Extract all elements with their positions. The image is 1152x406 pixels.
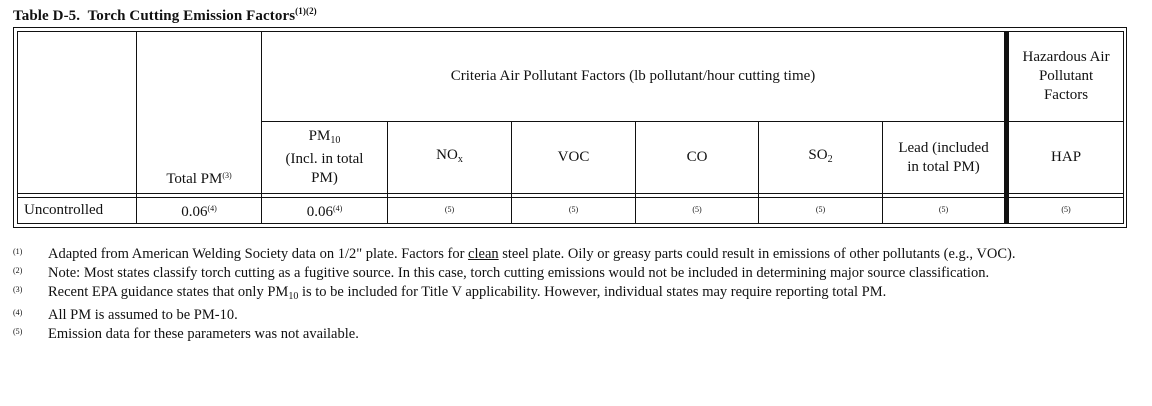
cell-pm10 xyxy=(262,198,388,224)
cell-nox xyxy=(388,198,512,224)
pm10-header xyxy=(262,122,388,194)
co-header xyxy=(636,122,759,194)
footnote-3-text xyxy=(48,283,1133,306)
so2-header-sub: 2 xyxy=(827,154,833,165)
footnote-5-text: Emission data for these parameters was not available. xyxy=(48,326,359,342)
footnote-1-text xyxy=(48,245,1133,264)
voc-header-text: VOC xyxy=(557,149,590,165)
cell-hap xyxy=(1007,198,1124,224)
cell-lead xyxy=(883,198,1007,224)
footnotes xyxy=(13,245,1133,344)
cell-pm10-value: 0.06 xyxy=(306,204,333,220)
footnote-2 xyxy=(13,264,1133,283)
footnote-1-mark: (1) xyxy=(13,247,23,256)
cell-total-pm-note: (4) xyxy=(207,204,217,213)
hap-group-header xyxy=(1007,32,1124,122)
lead-header-line2: in total PM) xyxy=(907,158,980,175)
row-label-text: Uncontrolled xyxy=(24,202,104,218)
footnote-4 xyxy=(13,306,1133,325)
footnote-5-mark: (5) xyxy=(13,327,23,336)
table-title-text: Torch Cutting Emission Factors xyxy=(87,8,296,24)
table-title-notes: (1)(2) xyxy=(295,6,317,16)
pm10-header-sub: 10 xyxy=(330,135,341,146)
cell-pm10-note: (4) xyxy=(332,204,343,213)
cell-co xyxy=(636,198,759,224)
cell-nox-note: (5) xyxy=(444,205,455,214)
table-number: Table D-5. xyxy=(13,8,81,24)
cell-voc xyxy=(512,198,636,224)
pm10-header-line2: (Incl. in total xyxy=(285,151,364,167)
footnote-1-text-after: steel plate. Oily or greasy parts could result in emissions of other pollutants (e.g., VOC). xyxy=(498,246,1016,262)
nox-header-sub: x xyxy=(457,154,463,165)
footnote-2-text: Note: Most states classify torch cutting as a fugitive source. In this case, torch cutting emissions would not be included in determining major source classification. xyxy=(48,265,990,281)
cell-voc-note: (5) xyxy=(568,205,579,214)
cell-co-note: (5) xyxy=(692,205,702,214)
lead-header-line1: Lead (included xyxy=(898,139,989,156)
hap-group-line2: Pollutant xyxy=(1038,68,1094,84)
criteria-group-header-text: Criteria Air Pollutant Factors (lb pollutant/hour cutting time) xyxy=(450,68,816,84)
footnote-3-mark: (3) xyxy=(13,285,23,294)
cell-total-pm-value: 0.06 xyxy=(181,204,208,220)
row-label-header-cell xyxy=(18,32,137,194)
footnote-4-text: All PM is assumed to be PM-10. xyxy=(48,307,238,323)
pm10-header-line3: PM) xyxy=(311,170,338,186)
cell-total-pm xyxy=(137,198,262,224)
so2-header-base: SO xyxy=(808,147,828,163)
total-pm-header-note: (3) xyxy=(222,171,232,180)
footnote-1-underlined: clean xyxy=(468,246,499,262)
cell-lead-note: (5) xyxy=(938,205,949,214)
table-title xyxy=(13,6,317,25)
hap-group-line3: Factors xyxy=(1043,87,1089,103)
footnote-3-sub: 10 xyxy=(288,291,299,302)
emission-table-frame xyxy=(13,27,1127,228)
lead-header xyxy=(883,122,1007,194)
total-pm-header-text: Total PM xyxy=(166,171,223,187)
footnote-1-text-before: Adapted from American Welding Society data on 1/2" plate. Factors for xyxy=(48,246,469,262)
footnote-2-mark: (2) xyxy=(13,266,23,275)
footnote-5 xyxy=(13,325,1133,344)
hap-header xyxy=(1007,122,1124,194)
row-label-uncontrolled xyxy=(18,198,137,224)
emission-factors-table xyxy=(17,31,1124,224)
criteria-group-header xyxy=(262,32,1007,122)
footnote-3-text-after: is to be included for Title V applicability. However, individual states may require reporting total PM. xyxy=(298,284,887,300)
footnote-3 xyxy=(13,283,1133,306)
co-header-text: CO xyxy=(686,149,708,165)
pm10-header-base: PM xyxy=(308,128,331,144)
cell-hap-note: (5) xyxy=(1061,205,1071,214)
hap-header-text: HAP xyxy=(1051,149,1082,165)
voc-header xyxy=(512,122,636,194)
footnote-3-text-before: Recent EPA guidance states that only PM xyxy=(48,284,289,300)
table-row xyxy=(18,198,1124,224)
total-pm-header xyxy=(137,32,262,194)
nox-header-base: NO xyxy=(436,147,458,163)
footnote-1 xyxy=(13,245,1133,264)
nox-header xyxy=(388,122,512,194)
cell-so2-note: (5) xyxy=(815,205,826,214)
cell-so2 xyxy=(759,198,883,224)
footnote-4-mark: (4) xyxy=(13,308,23,317)
so2-header xyxy=(759,122,883,194)
hap-group-line1: Hazardous Air xyxy=(1022,49,1110,65)
